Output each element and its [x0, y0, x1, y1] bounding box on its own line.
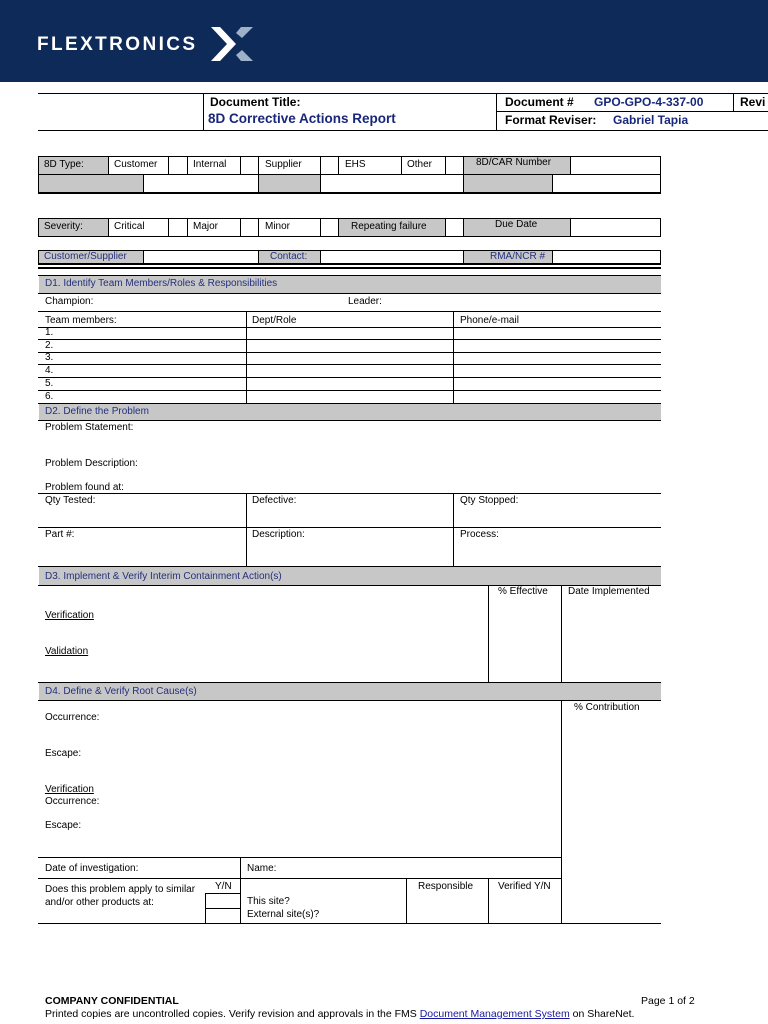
- champion-label: Champion:: [45, 296, 94, 307]
- verified-yn-label: Verified Y/N: [498, 881, 551, 892]
- team-row-number: 3.: [45, 352, 54, 363]
- qty-tested-label: Qty Tested:: [45, 495, 96, 506]
- type-option-customer[interactable]: Customer: [114, 159, 158, 170]
- type-option-ehs[interactable]: EHS: [345, 159, 366, 170]
- occurrence-label: Occurrence:: [45, 712, 100, 723]
- date-of-investigation-label: Date of investigation:: [45, 863, 139, 874]
- rule: [143, 250, 144, 263]
- car-number-label: 8D/CAR Number: [476, 157, 552, 168]
- rule: [168, 156, 169, 174]
- rule: [445, 156, 446, 174]
- type-label: 8D Type:: [44, 159, 84, 170]
- d1-title: D1. Identify Team Members/Roles & Responsibilities: [45, 278, 278, 289]
- rule: [38, 352, 661, 353]
- rule: [38, 192, 661, 194]
- shaded-cell: [259, 174, 320, 192]
- team-row-number: 1.: [45, 327, 54, 338]
- rule: [240, 156, 241, 174]
- yn-label: Y/N: [215, 881, 232, 892]
- rule: [552, 174, 553, 192]
- rule: [320, 156, 321, 192]
- rule: [38, 700, 661, 701]
- rule: [240, 218, 241, 236]
- rule: [445, 218, 446, 236]
- rule: [552, 250, 553, 263]
- date-implemented-label: Date Implemented: [568, 586, 650, 597]
- dept-role-header: Dept/Role: [252, 315, 297, 326]
- this-site-label: This site?: [247, 896, 290, 907]
- rule: [38, 218, 661, 219]
- d4-verification-label: Verification: [45, 784, 94, 795]
- contact-label: Contact:: [270, 251, 308, 262]
- rule: [660, 218, 661, 236]
- rule: [38, 923, 661, 924]
- type-option-other[interactable]: Other: [407, 159, 433, 170]
- team-row-number: 4.: [45, 365, 54, 376]
- rule: [338, 218, 339, 236]
- rule: [187, 218, 188, 236]
- rule: [38, 878, 561, 879]
- severity-option-major[interactable]: Major: [193, 221, 219, 232]
- rule: [258, 156, 259, 192]
- description-label: Description:: [252, 529, 305, 540]
- rule: [38, 390, 661, 391]
- rule: [38, 218, 39, 236]
- type-option-supplier[interactable]: Supplier: [265, 159, 302, 170]
- header-divider: [496, 93, 497, 130]
- rule: [570, 156, 571, 174]
- team-row-number: 5.: [45, 378, 54, 389]
- rule: [38, 263, 661, 265]
- escape-verification-label: Escape:: [45, 820, 82, 831]
- team-members-header: Team members:: [45, 315, 117, 326]
- rule: [38, 364, 661, 365]
- severity-option-minor[interactable]: Minor: [265, 221, 291, 232]
- rule: [401, 156, 402, 174]
- customer-supplier-label: Customer/Supplier: [44, 251, 127, 262]
- severity-option-critical[interactable]: Critical: [114, 221, 145, 232]
- revision-label: Revi: [740, 95, 766, 109]
- header-rule: [38, 93, 768, 94]
- company-logo: FLEXTRONICS: [37, 34, 198, 55]
- rule: [38, 250, 661, 251]
- rule: [38, 327, 661, 328]
- shaded-cell: [464, 174, 552, 192]
- part-number-label: Part #:: [45, 529, 75, 540]
- footer-notice: [45, 1008, 634, 1020]
- rule: [38, 156, 661, 157]
- document-number-label: Document #: [505, 95, 574, 109]
- header-rule: [496, 111, 768, 112]
- rule: [488, 878, 489, 923]
- rule: [38, 236, 661, 237]
- rule: [38, 527, 661, 528]
- rule: [38, 311, 661, 312]
- footer-notice-suffix: on ShareNet.: [569, 1008, 635, 1020]
- defective-label: Defective:: [252, 495, 297, 506]
- rule: [38, 493, 661, 494]
- d3-validation-label: Validation: [45, 646, 89, 657]
- type-option-internal[interactable]: Internal: [193, 159, 227, 170]
- qty-stopped-label: Qty Stopped:: [460, 495, 519, 506]
- rule: [205, 908, 240, 909]
- rule: [38, 377, 661, 378]
- footer-notice-prefix: Printed copies are uncontrolled copies. Verify revision and approvals in the FMS: [45, 1008, 420, 1020]
- rule: [38, 267, 661, 269]
- rule: [258, 250, 259, 263]
- rule: [246, 311, 247, 403]
- d3-title: D3. Implement & Verify Interim Containment Action(s): [45, 571, 282, 582]
- problem-statement-label: Problem Statement:: [45, 422, 134, 433]
- header-divider: [733, 93, 734, 111]
- team-row-number: 2.: [45, 340, 54, 351]
- rule: [463, 250, 464, 263]
- occurrence-verification-label: Occurrence:: [45, 796, 100, 807]
- rule: [561, 585, 562, 682]
- name-label: Name:: [247, 863, 277, 874]
- rule: [38, 420, 661, 421]
- rule: [38, 156, 39, 194]
- rule: [205, 893, 240, 894]
- rule: [320, 218, 321, 236]
- pct-contribution-label: % Contribution: [574, 702, 640, 713]
- rule: [38, 339, 661, 340]
- due-date-label: Due Date: [495, 219, 538, 230]
- rule: [108, 218, 109, 236]
- page-number: Page 1 of 2: [641, 995, 695, 1007]
- rule: [38, 293, 661, 294]
- rule: [38, 275, 661, 276]
- problem-found-at-label: Problem found at:: [45, 482, 124, 493]
- rule: [240, 857, 241, 923]
- applies-question: Does this problem apply to similar and/or other products at:: [45, 884, 196, 908]
- leader-label: Leader:: [348, 296, 382, 307]
- document-title: 8D Corrective Actions Report: [208, 111, 396, 126]
- rule: [453, 311, 454, 403]
- rule: [406, 878, 407, 923]
- rule: [38, 250, 39, 263]
- rule: [463, 218, 464, 236]
- responsible-label: Responsible: [418, 881, 474, 892]
- header-divider: [203, 93, 204, 130]
- rule: [463, 156, 464, 192]
- rule: [453, 493, 454, 566]
- rule: [108, 156, 109, 174]
- d2-title: D2. Define the Problem: [45, 406, 149, 417]
- severity-label: Severity:: [44, 221, 83, 232]
- rule: [570, 218, 571, 236]
- rule: [258, 218, 259, 236]
- external-sites-label: External site(s)?: [247, 909, 320, 920]
- rule: [660, 250, 661, 263]
- rule: [168, 218, 169, 236]
- rule: [561, 700, 562, 923]
- team-row-number: 6.: [45, 391, 54, 402]
- rma-ncr-label: RMA/NCR #: [490, 251, 546, 262]
- d3-verification-label: Verification: [45, 610, 94, 621]
- rule: [38, 174, 661, 175]
- phone-email-header: Phone/e-mail: [460, 315, 519, 326]
- rule: [320, 250, 321, 263]
- rule: [187, 156, 188, 174]
- header-rule: [38, 130, 768, 131]
- rule: [143, 174, 144, 192]
- confidential-label: COMPANY CONFIDENTIAL: [45, 995, 179, 1007]
- shaded-cell: [39, 174, 143, 192]
- rule: [38, 857, 561, 858]
- process-label: Process:: [460, 529, 499, 540]
- rule: [660, 156, 661, 194]
- logo-x-mark-icon: [211, 27, 253, 61]
- document-title-label: Document Title:: [210, 95, 301, 109]
- rule: [488, 585, 489, 682]
- document-number: GPO-GPO-4-337-00: [594, 95, 704, 109]
- format-reviser-label: Format Reviser:: [505, 113, 597, 127]
- document-management-system-link[interactable]: Document Management System: [419, 1008, 570, 1020]
- rule: [338, 156, 339, 174]
- d4-title: D4. Define & Verify Root Cause(s): [45, 686, 197, 697]
- rule: [246, 493, 247, 566]
- problem-description-label: Problem Description:: [45, 458, 138, 469]
- escape-label: Escape:: [45, 748, 82, 759]
- severity-option-repeating-failure[interactable]: Repeating failure: [351, 221, 427, 232]
- format-reviser: Gabriel Tapia: [613, 113, 689, 127]
- pct-effective-label: % Effective: [498, 586, 548, 597]
